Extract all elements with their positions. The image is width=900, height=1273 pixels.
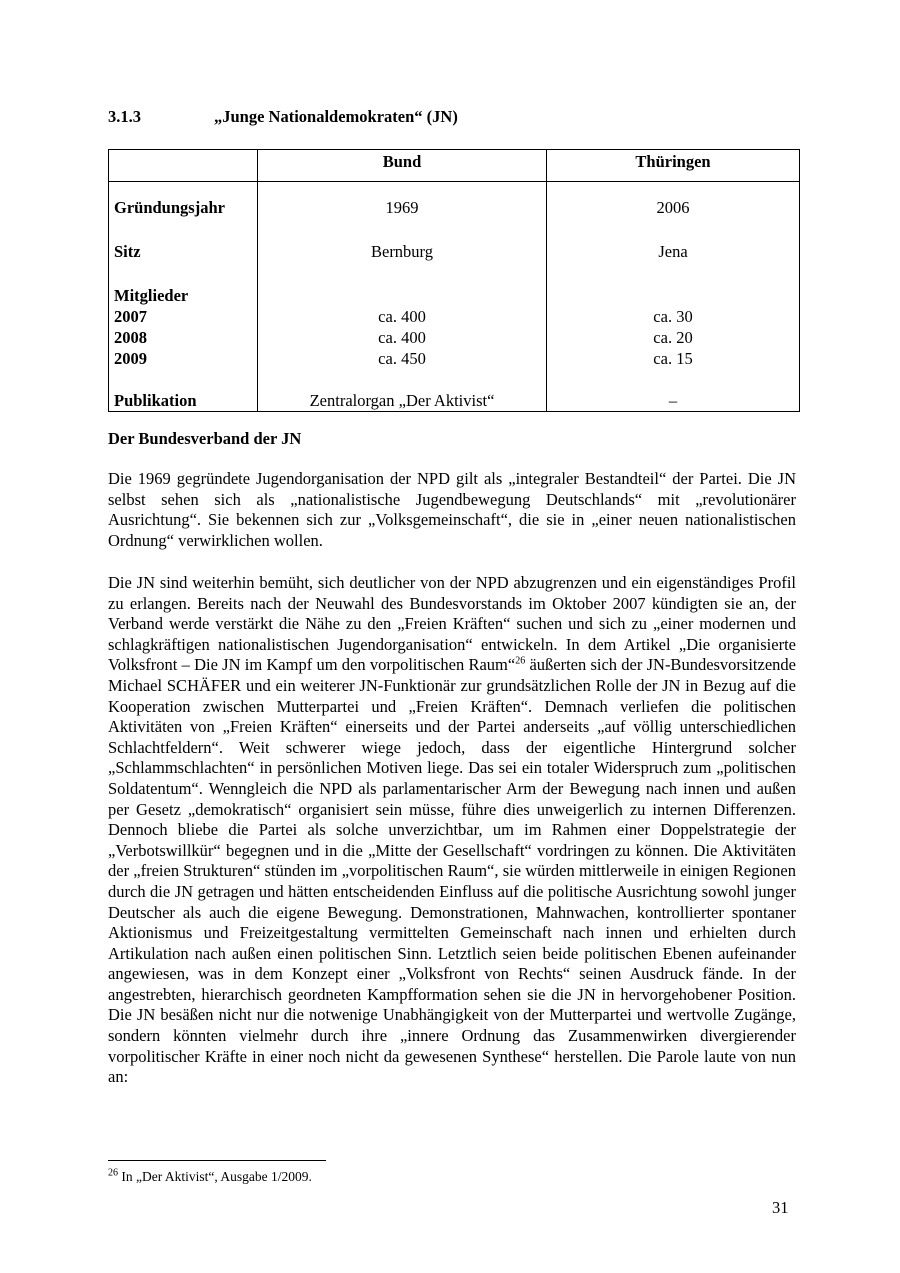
publication-bund: Zentralorgan „Der Aktivist“ [309,391,495,410]
table-body-row [109,182,800,412]
footnote-reference[interactable]: 26 [515,655,526,667]
facts-table [108,149,800,412]
footnote [108,1168,312,1186]
publication-thueringen: – [668,391,678,410]
members-thueringen: ca. 15 [653,349,693,368]
footnote-number: 26 [108,1167,118,1179]
seat-bund: Bernburg [370,242,434,261]
label-column [109,182,258,412]
section-number: 3.1.3 [108,107,141,126]
paragraph [108,573,796,1088]
table-header-bund: Bund [258,150,547,182]
section-heading [108,106,808,128]
page-number: 31 [772,1198,789,1217]
section-title: „Junge Nationaldemokraten“ (JN) [214,107,458,126]
paragraph-text: Die JN sind weiterhin bemüht, sich deutlicher von der NPD abzugrenzen und ein eigenständiges Profil zu erlangen. Bereits nach der Neuwahl des Bundesvorstands im Oktober 2007 kündigten sie an, der Verband werde verstärkt die Nähe zu den „Freien Kräften“ suchen und sich zu „einer modernen und schlagkräftigen nationalistischen Jugendorganisation“ entwickeln. In dem Artikel „Die organisierte Volksfront – Die JN im Kampf um den vorpolitischen Raum“ [108,573,796,675]
footnote-text: In „Der Aktivist“, Ausgabe 1/2009. [118,1169,312,1184]
table-header-thueringen: Thüringen [547,150,800,182]
footnote-divider [108,1160,326,1161]
members-label: Mitglieder [114,286,189,305]
founding-year-bund: 1969 [385,198,419,217]
paragraph-text: äußerten sich der JN-Bundesvorsitzende Michael SCHÄFER und ein weiterer JN-Funktionär zur grundsätzlichen Rolle der JN in Bezug auf die Kooperation zwischen Mutterpartei und „Freien Kräften“. Demnach verliefen die politischen Aktivitäten von „Freien Kräften“ einerseits und der Partei anderseits „auf völlig unterschiedlichen Schlachtfeldern“. Weit schwerer wiege jedoch, dass der eigentliche Hintergrund solcher „Schlammschlachten“ in persönlichen Motiven liege. Das sei ein totaler Widerspruch zum „politischen Soldatentum“. Wenngleich die NPD als parlamentarischer Arm der Bewegung nach innen und außen per Gesetz „demokratisch“ organisiert sein müsse, führe dies unweigerlich zu internen Differenzen. Dennoch bliebe die Partei als solche unverzichtbar, um im Rahmen einer Doppelstrategie der „Verbotswillkür“ begegnen und in die „Mitte der Gesellschaft“ vordringen zu können. Die Aktivitäten der „freien Strukturen“ stünden im „vorpolitischen Raum“, sie würden mittlerweile in einigen Regionen durch die JN getragen und hätten entscheidenden Einfluss auf die politische Ausrichtung sowohl junger Deutscher als auch die eigene Bewegung. Demonstrationen, Mahnwachen, kontrollierter spontaner Aktionismus und Freizeitgestaltung vermittelten Gemeinschaft nach innen und erhielten durch Artikulation nach außen einen politischen Sinn. Letztlich seien beide politischen Ebenen aufeinander angewiesen, was in dem Konzept einer „Volksfront von Rechts“ seinen Ausdruck fände. In der angestrebten, hierarchisch geordneten Kampfformation sehen sie die JN in hervorgehobener Position. Die JN besäßen nicht nur die notwenige Unabhängigkeit von der Mutterpartei und wertvolle Zugänge, sondern könnten vielmehr durch ihre „innere Ordnung das Zusammenwirken divergierender vorpolitischer Kräfte in einer noch nicht da gewesenen Synthese“ herstellen. Die Parole laute von nun an: [108,655,796,1087]
publication-label: Publikation [114,391,197,410]
members-thueringen: ca. 30 [653,307,693,326]
table-header-row [109,150,800,182]
subheading: Der Bundesverband der JN [108,429,302,448]
table-header-empty [109,150,258,182]
seat-label: Sitz [114,242,141,261]
bund-column [258,182,547,412]
founding-label: Gründungsjahr [114,198,225,217]
paragraph: Die 1969 gegründete Jugendorganisation der NPD gilt als „integraler Bestandteil“ der Partei. Die JN selbst sehen sich als „nationalistische Jugendbewegung Deutschlands“ mit „revolutionärer Ausrichtung“. Sie bekennen sich zur „Volksgemeinschaft“, die sie in „einer neuen nationalistischen Ordnung“ verwirklichen wollen. [108,469,796,550]
founding-year-thueringen: 2006 [656,198,690,217]
members-bund: ca. 400 [378,307,426,326]
year-label: 2009 [114,349,147,368]
members-bund: ca. 400 [378,328,426,347]
year-label: 2008 [114,328,147,347]
thueringen-column [547,182,800,412]
seat-thueringen: Jena [658,242,688,261]
members-bund: ca. 450 [378,349,426,368]
year-label: 2007 [114,307,147,326]
members-thueringen: ca. 20 [653,328,693,347]
